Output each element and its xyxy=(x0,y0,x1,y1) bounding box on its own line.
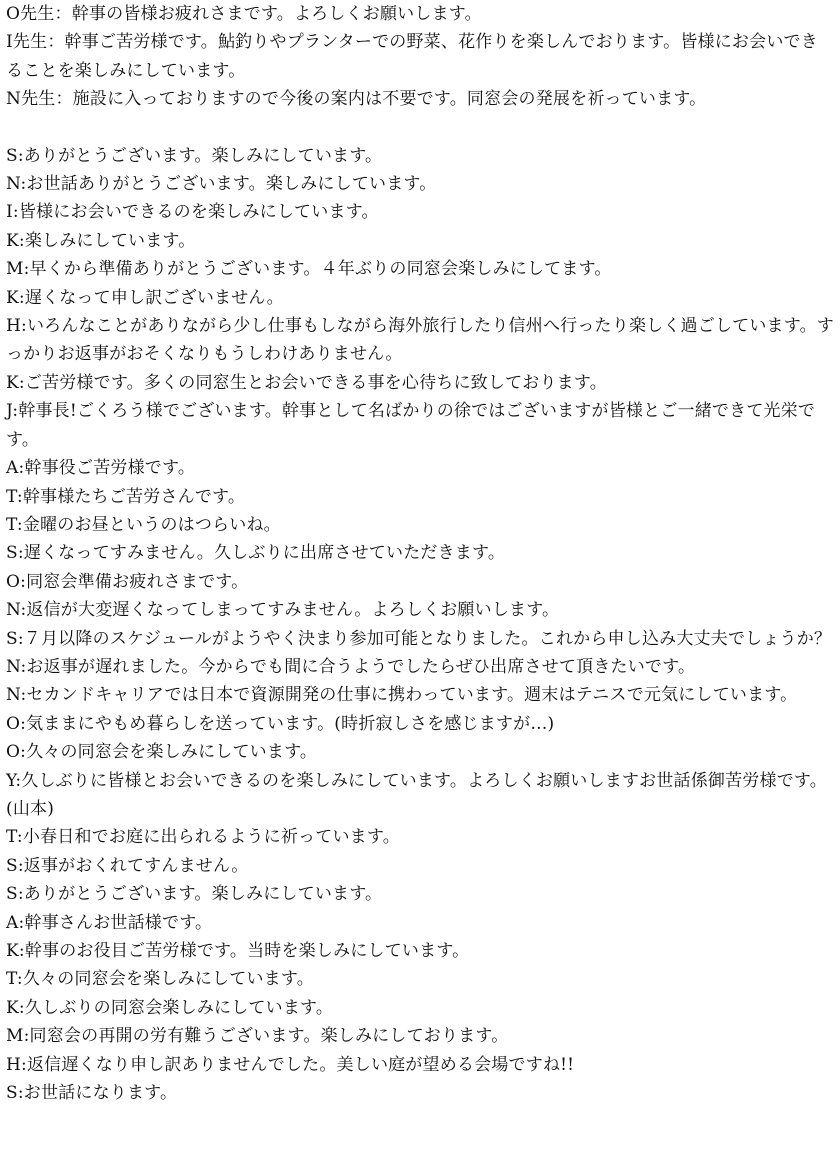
document-body xyxy=(6,0,834,1107)
alumni-message: O:久々の同窓会を楽しみにしています。 xyxy=(6,742,318,763)
alumni-message: A:幹事さんお世話様です。 xyxy=(6,912,213,933)
alumni-message: S:返事がおくれてすんません。 xyxy=(6,855,249,876)
alumni-message: T:金曜のお昼というのはつらいね。 xyxy=(6,514,281,535)
alumni-message: T:小春日和でお庭に出られるように祈っています。 xyxy=(6,827,400,848)
alumni-message: M:同窓会の再開の労有難うございます。楽しみにしております。 xyxy=(6,1026,509,1047)
teacher-message: O先生：幹事の皆様お疲れさまです。よろしくお願いします。 xyxy=(6,4,482,24)
alumni-message: K:久しぶりの同窓会楽しみにしています。 xyxy=(6,997,334,1018)
alumni-message: H:いろんなことがありながら少し仕事もしながら海外旅行したり信州へ行ったり楽しく過ごしています。すっかりお返事がおそくなりもうしわけありません。 xyxy=(6,316,834,365)
alumni-message: S:ありがとうございます。楽しみにしています。 xyxy=(6,884,383,905)
alumni-message: I:皆様にお会いできるのを楽しみにしています。 xyxy=(6,202,379,223)
alumni-message: S:お世話になります。 xyxy=(6,1083,178,1104)
alumni-message: K:楽しみにしています。 xyxy=(6,230,196,251)
teacher-message: I先生：幹事ご苦労様です。鮎釣りやプランターでの野菜、花作りを楽しんでおります。皆様にお会いできることを楽しみにしています。 xyxy=(6,32,818,81)
alumni-message: O:同窓会準備お疲れさまです。 xyxy=(6,571,249,592)
alumni-message: S:ありがとうございます。楽しみにしています。 xyxy=(6,145,383,166)
alumni-message: J:幹事長!ごくろう様でございます。幹事として名ばかりの徐ではございますが皆様とご一緒できて光栄です。 xyxy=(6,401,816,450)
alumni-message: N:セカンドキャリアでは日本で資源開発の仕事に携わっています。週末はテニスで元気にしています。 xyxy=(6,685,798,706)
alumni-message: T:久々の同窓会を楽しみにしています。 xyxy=(6,969,314,990)
alumni-message: K:遅くなって申し訳ございません。 xyxy=(6,287,284,308)
alumni-message: Y:久しぶりに皆様とお会いできるのを楽しみにしています。よろしくお願いしますお世話係御苦労様です。(山本) xyxy=(6,770,827,819)
alumni-message: H:返信遅くなり申し訳ありませんでした。美しい庭が望める会場ですね!! xyxy=(6,1054,575,1075)
alumni-message: T:幹事様たちご苦労さんです。 xyxy=(6,486,246,507)
alumni-message: S:遅くなってすみません。久しぶりに出席させていただきます。 xyxy=(6,543,506,564)
alumni-messages xyxy=(6,142,834,1108)
alumni-message: K:幹事のお役目ご苦労様です。当時を楽しみにしています。 xyxy=(6,941,470,961)
alumni-message: O:気ままにやもめ暮らしを送っています。(時折寂しさを感じますが…) xyxy=(6,713,555,734)
alumni-message: N:お返事が遅れました。今からでも間に合うようでしたらぜひ出席させて頂きたいです。 xyxy=(6,656,696,677)
alumni-message: S:７月以降のスケジュールがようやく決まり参加可能となりました。これから申し込み大丈夫でしょうか？ xyxy=(6,628,832,649)
alumni-message: N:お世話ありがとうございます。楽しみにしています。 xyxy=(6,174,437,195)
section-gap xyxy=(6,114,834,142)
teacher-message: N先生：施設に入っておりますので今後の案内は不要です。同窓会の発展を祈っています。 xyxy=(6,89,707,110)
alumni-message: M:早くから準備ありがとうございます。４年ぶりの同窓会楽しみにしてます。 xyxy=(6,259,612,280)
alumni-message: N:返信が大変遅くなってしまってすみません。よろしくお願いします。 xyxy=(6,600,560,621)
alumni-message: K:ご苦労様です。多くの同窓生とお会いできる事を心待ちに致しております。 xyxy=(6,372,607,393)
teacher-messages xyxy=(6,0,834,114)
alumni-message: A:幹事役ご苦労様です。 xyxy=(6,458,196,479)
